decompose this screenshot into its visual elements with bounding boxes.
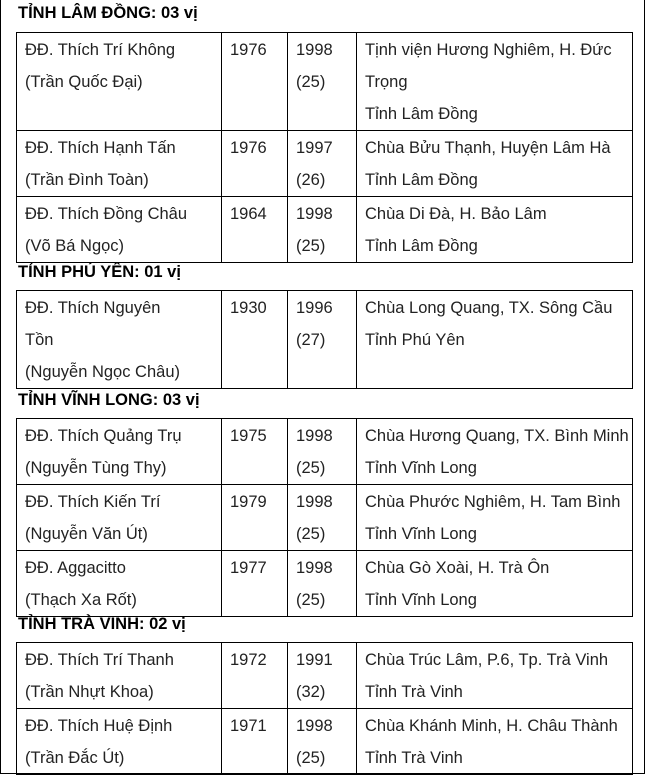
section-table [16, 290, 633, 389]
section-title: TỈNH TRÀ VINH: 02 vị [18, 615, 186, 633]
temple-location-cell [357, 131, 633, 197]
ordination-year-line: (25) [296, 237, 326, 255]
monk-name-line: ĐĐ. Thích Trí Không [25, 41, 176, 59]
monk-name-cell [17, 291, 222, 389]
ordination-year-cell [288, 551, 357, 617]
ordination-year-cell [288, 197, 357, 263]
birth-year-cell [222, 709, 288, 775]
birth-year-cell [222, 131, 288, 197]
temple-location-line: Chùa Khánh Minh, H. Châu Thành [365, 717, 618, 735]
temple-location-line: Tỉnh Phú Yên [365, 331, 465, 349]
temple-location-line: Chùa Gò Xoài, H. Trà Ôn [365, 559, 550, 577]
temple-location-line: Tỉnh Lâm Đồng [365, 171, 478, 189]
monk-name-line: (Nguyễn Văn Út) [25, 525, 148, 543]
ordination-year-cell [288, 291, 357, 389]
temple-location-cell [357, 197, 633, 263]
monk-name-line: (Võ Bá Ngọc) [25, 237, 125, 255]
monk-name-line: (Trần Đình Toàn) [25, 171, 149, 189]
birth-year-cell [222, 643, 288, 709]
monk-name-cell [17, 131, 222, 197]
ordination-year-line: (25) [296, 73, 326, 91]
ordination-year-cell [288, 643, 357, 709]
monk-name-line: (Trần Đắc Út) [25, 749, 125, 767]
monk-name-line: ĐĐ. Thích Đồng Châu [25, 205, 188, 223]
ordination-year-line: 1997 [296, 139, 333, 157]
temple-location-cell [357, 643, 633, 709]
temple-location-cell [357, 709, 633, 775]
table-row [17, 485, 633, 551]
monk-name-cell [17, 643, 222, 709]
birth-year-cell [222, 419, 288, 485]
ordination-year-cell [288, 485, 357, 551]
temple-location-line: Chùa Hương Quang, TX. Bình Minh [365, 427, 629, 445]
page-border-left [0, 0, 1, 774]
monk-name-cell [17, 485, 222, 551]
table-row [17, 643, 633, 709]
ordination-year-line: 1996 [296, 299, 333, 317]
table-row [17, 197, 633, 263]
ordination-year-line: (25) [296, 525, 326, 543]
temple-location-cell [357, 551, 633, 617]
temple-location-line: Chùa Bửu Thạnh, Huyện Lâm Hà [365, 139, 611, 157]
table-row [17, 33, 633, 131]
table-row [17, 291, 633, 389]
temple-location-cell [357, 33, 633, 131]
ordination-year-line: (25) [296, 591, 326, 609]
birth-year-cell [222, 33, 288, 131]
temple-location-cell [357, 419, 633, 485]
ordination-year-cell [288, 419, 357, 485]
temple-location-line: Tỉnh Vĩnh Long [365, 591, 477, 609]
temple-location-line: Chùa Long Quang, TX. Sông Cầu [365, 299, 613, 317]
monk-name-cell [17, 551, 222, 617]
table-row [17, 551, 633, 617]
birth-year: 1979 [230, 493, 267, 511]
section-title: TỈNH VĨNH LONG: 03 vị [18, 391, 200, 409]
birth-year: 1977 [230, 559, 267, 577]
temple-location-cell [357, 485, 633, 551]
table-row [17, 709, 633, 775]
table-row [17, 131, 633, 197]
section-title: TỈNH LÂM ĐỒNG: 03 vị [18, 4, 198, 22]
birth-year: 1972 [230, 651, 267, 669]
birth-year-cell [222, 551, 288, 617]
monk-name-cell [17, 33, 222, 131]
monk-name-line: (Nguyễn Ngọc Châu) [25, 363, 180, 381]
section-table [16, 642, 633, 775]
ordination-year-line: 1998 [296, 205, 333, 223]
monk-name-line: ĐĐ. Thích Hạnh Tấn [25, 139, 176, 157]
ordination-year-line: (25) [296, 459, 326, 477]
temple-location-line: Trọng [365, 73, 408, 91]
temple-location-line: Chùa Di Đà, H. Bảo Lâm [365, 205, 547, 223]
ordination-year-line: 1998 [296, 493, 333, 511]
monk-name-cell [17, 419, 222, 485]
monk-name-line: (Trần Nhựt Khoa) [25, 683, 154, 701]
birth-year-cell [222, 197, 288, 263]
monk-name-line: Tồn [25, 331, 54, 349]
birth-year: 1930 [230, 299, 267, 317]
ordination-year-line: 1998 [296, 427, 333, 445]
section-title: TỈNH PHÚ YÊN: 01 vị [18, 263, 181, 281]
monk-name-line: ĐĐ. Thích Nguyên [25, 299, 161, 317]
ordination-year-cell [288, 33, 357, 131]
temple-location-line: Tỉnh Trà Vinh [365, 749, 463, 767]
birth-year: 1976 [230, 41, 267, 59]
birth-year-cell [222, 291, 288, 389]
temple-location-cell [357, 291, 633, 389]
birth-year: 1971 [230, 717, 267, 735]
temple-location-line: Tỉnh Trà Vinh [365, 683, 463, 701]
ordination-year-line: 1991 [296, 651, 333, 669]
ordination-year-line: 1998 [296, 41, 333, 59]
monk-name-line: ĐĐ. Thích Huệ Định [25, 717, 173, 735]
birth-year: 1976 [230, 139, 267, 157]
monk-name-cell [17, 197, 222, 263]
temple-location-line: Tỉnh Vĩnh Long [365, 525, 477, 543]
ordination-year-line: 1998 [296, 717, 333, 735]
birth-year: 1964 [230, 205, 267, 223]
temple-location-line: Tỉnh Vĩnh Long [365, 459, 477, 477]
ordination-year-cell [288, 709, 357, 775]
ordination-year-line: (26) [296, 171, 326, 189]
ordination-year-line: (25) [296, 749, 326, 767]
section-table [16, 418, 633, 617]
monk-name-line: ĐĐ. Thích Quảng Trụ [25, 427, 182, 445]
temple-location-line: Tỉnh Lâm Đồng [365, 105, 478, 123]
ordination-year-line: (32) [296, 683, 326, 701]
ordination-year-line: 1998 [296, 559, 333, 577]
table-row [17, 419, 633, 485]
temple-location-line: Tịnh viện Hương Nghiêm, H. Đức [365, 41, 612, 59]
section-table [16, 32, 633, 263]
temple-location-line: Chùa Trúc Lâm, P.6, Tp. Trà Vinh [365, 651, 609, 669]
ordination-year-line: (27) [296, 331, 326, 349]
birth-year-cell [222, 485, 288, 551]
birth-year: 1975 [230, 427, 267, 445]
monk-name-line: (Thạch Xa Rốt) [25, 591, 137, 609]
monk-name-cell [17, 709, 222, 775]
temple-location-line: Chùa Phước Nghiêm, H. Tam Bình [365, 493, 621, 511]
monk-name-line: ĐĐ. Thích Kiến Trí [25, 493, 161, 511]
monk-name-line: (Nguyễn Tùng Thy) [25, 459, 167, 477]
monk-name-line: ĐĐ. Thích Trí Thanh [25, 651, 174, 669]
temple-location-line: Tỉnh Lâm Đồng [365, 237, 478, 255]
ordination-year-cell [288, 131, 357, 197]
monk-name-line: ĐĐ. Aggacitto [25, 559, 126, 577]
monk-name-line: (Trần Quốc Đại) [25, 73, 143, 91]
